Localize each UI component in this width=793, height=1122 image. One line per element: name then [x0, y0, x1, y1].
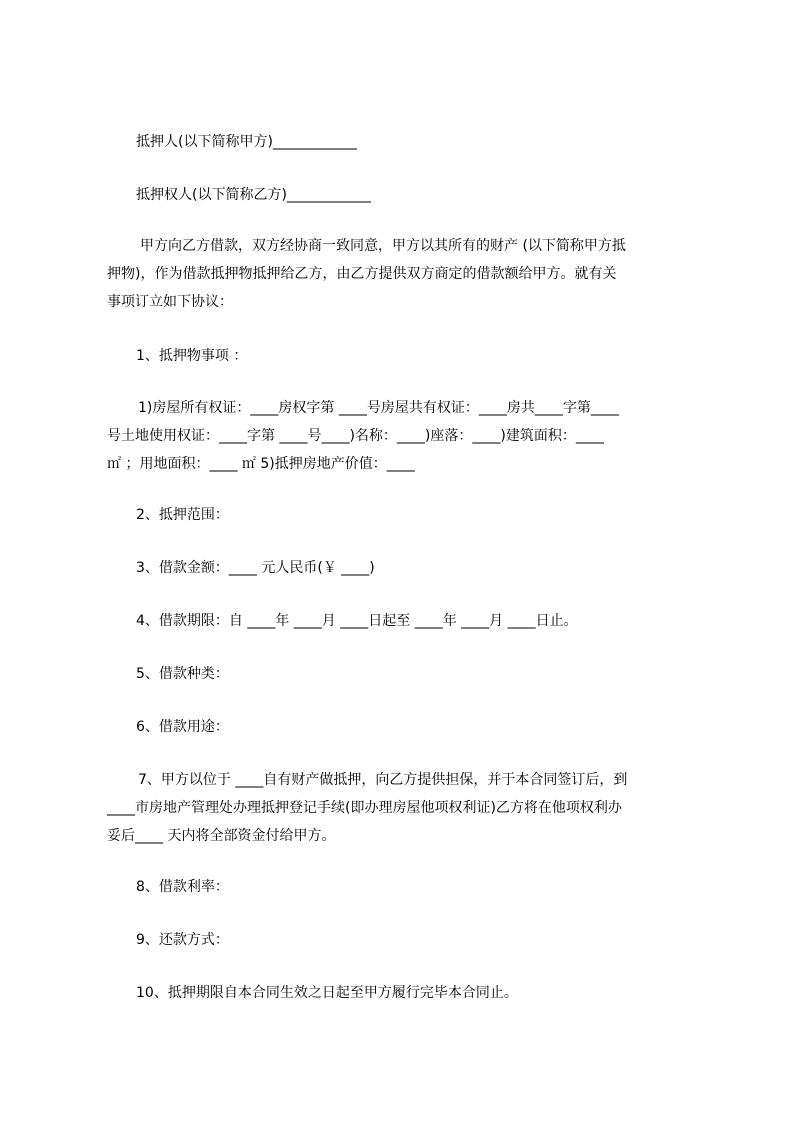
item-7-line-3: 妥后____ 天内将全部资金付给甲方。	[107, 828, 336, 844]
intro-line-2: 押物)，作为借款抵押物抵押给乙方，由乙方提供双方商定的借款额给甲方。就有关	[107, 266, 617, 282]
item-6: 6、借款用途：	[136, 719, 229, 735]
item-7-line-1: 7、甲方以位于 ____自有财产做抵押，向乙方提供担保，并于本合同签订后，到	[138, 772, 628, 788]
item-9: 9、还款方式：	[136, 932, 229, 948]
item-5: 5、借款种类：	[136, 666, 229, 682]
item-1-title: 1、抵押物事项 ：	[136, 348, 248, 364]
intro-line-1: 甲方向乙方借款，双方经协商一致同意，甲方以其所有的财产 (以下简称甲方抵	[140, 238, 626, 254]
item-7-paragraph	[107, 766, 699, 850]
item-4: 4、借款期限：自 ____年 ____月 ____日起至 ____年 ____月 ____日止。	[136, 613, 578, 629]
item-1-detail-line-3: ㎡ ；用地面积：____ ㎡ 5)抵押房地产价值：____	[107, 456, 415, 472]
item-3: 3、借款金额：____ 元人民币(￥ ____)	[136, 560, 375, 576]
item-1-detail-line-1: 1)房屋所有权证：____房权字第 ____号房屋共有权证：____房共____字第____	[138, 400, 619, 416]
intro-paragraph	[107, 232, 699, 316]
item-8: 8、借款利率：	[136, 879, 229, 895]
item-7-line-2: ____市房地产管理处办理抵押登记手续(即办理房屋他项权利证)乙方将在他项权利办	[107, 800, 622, 816]
item-1-detail	[107, 394, 699, 478]
item-2: 2、抵押范围：	[136, 507, 229, 523]
party-b-line: 抵押权人(以下简称乙方)____________	[136, 187, 371, 203]
item-10: 10、抵押期限自本合同生效之日起至甲方履行完毕本合同止。	[136, 985, 518, 1001]
party-a-line: 抵押人(以下简称甲方)____________	[136, 134, 357, 150]
item-1-detail-line-2: 号土地使用权证：____字第 ____号____)名称：____)座落：____)建筑面积：____	[107, 428, 604, 444]
intro-line-3: 事项订立如下协议：	[107, 294, 233, 310]
